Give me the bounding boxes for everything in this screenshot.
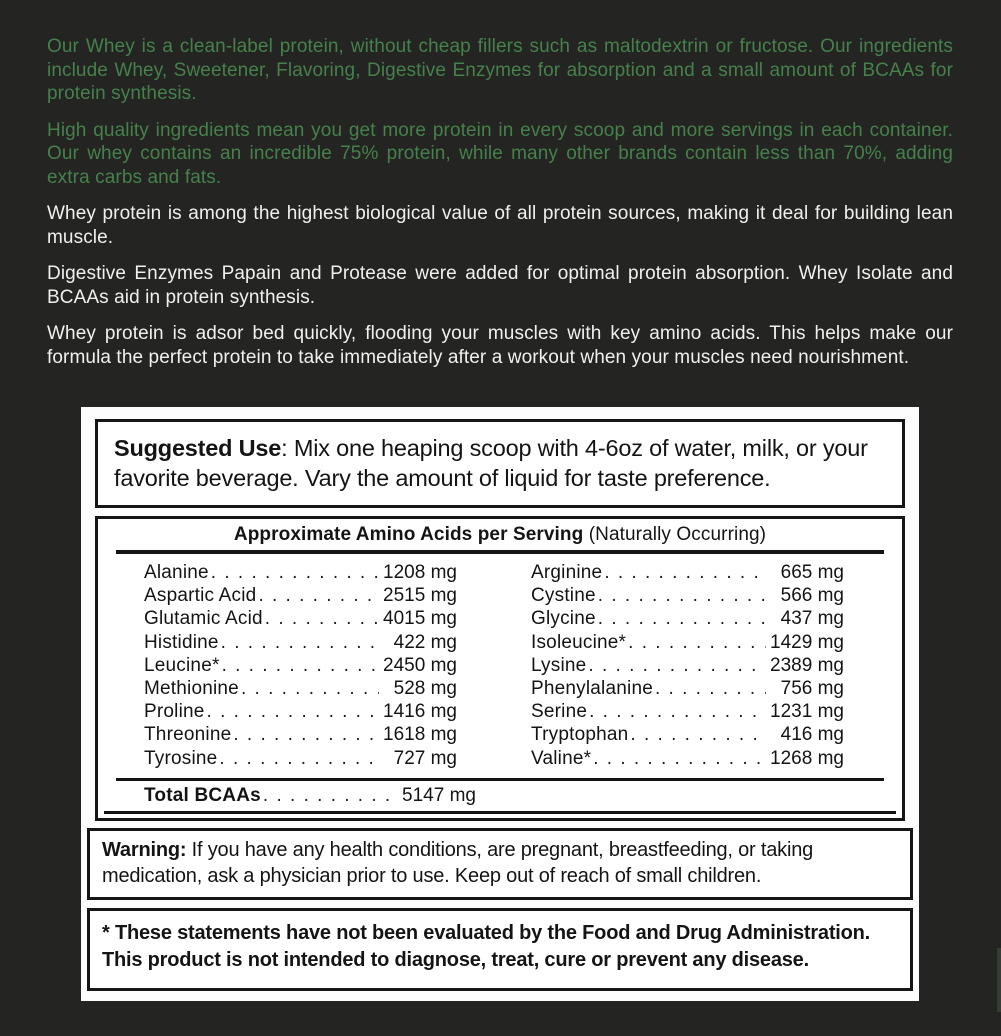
dot-leader — [263, 607, 379, 630]
amino-name: Arginine — [531, 562, 603, 583]
dot-leader — [217, 747, 379, 770]
amino-row — [531, 700, 844, 723]
amino-name: Cystine — [531, 585, 596, 607]
dot-leader — [239, 677, 379, 700]
intro-paragraph-enzymes: Digestive Enzymes Papain and Protease were added for optimal protein absorption. Whey Isolate and BCAAs aid in protein synthesis. — [47, 263, 953, 308]
amino-row — [531, 677, 844, 700]
dot-leader — [591, 747, 766, 770]
amino-row — [531, 654, 844, 677]
amino-value: 528 mg — [393, 678, 457, 700]
amino-row — [144, 607, 457, 630]
dot-leader — [626, 631, 766, 654]
amino-row — [144, 561, 457, 584]
intro-paragraph-quality: High quality ingredients mean you get more protein in every scoop and more servings in each container. Our whey contains an incredible 75% protein, while many other brands contain less than 70%, adding extra carbs and fats. — [47, 119, 953, 188]
warning-heading: Warning: — [102, 839, 187, 862]
dot-leader — [231, 723, 379, 746]
dot-leader — [602, 561, 766, 584]
dot-leader — [209, 561, 379, 584]
amino-total-rule-top — [116, 778, 884, 781]
warning-text: If you have any health conditions, are pregnant, breastfeeding, or taking medication, ask a physician prior to use. Keep out of reach of small children. — [102, 839, 814, 888]
amino-row — [531, 723, 844, 746]
amino-row — [531, 631, 844, 654]
dot-leader — [628, 723, 766, 746]
amino-row — [144, 654, 457, 677]
amino-total-value: 5147 mg — [402, 784, 476, 806]
amino-value: 2389 mg — [770, 654, 844, 676]
amino-value: 1208 mg — [383, 562, 457, 583]
amino-total-label: Total BCAAs — [144, 784, 261, 806]
dot-leader — [586, 654, 766, 677]
amino-name: Glycine — [531, 608, 596, 630]
supplement-label-panel — [81, 407, 919, 1001]
amino-acids-box — [95, 516, 905, 821]
amino-value: 1429 mg — [770, 631, 844, 653]
amino-value: 2450 mg — [383, 654, 457, 676]
dot-leader — [653, 677, 766, 700]
intro-paragraph-clean-label: Our Whey is a clean-label protein, without cheap fillers such as maltodextrin or fructose. Our ingredients include Whey, Sweetener, Flavoring, Digestive Enzymes for absorption and a small amount of BCAAs for protein synthesis. — [47, 36, 953, 104]
suggested-use-heading: Suggested Use — [114, 435, 282, 461]
amino-total-rule-bottom — [104, 811, 896, 814]
amino-value: 2515 mg — [383, 585, 457, 607]
dot-leader — [256, 584, 379, 607]
suggested-use-box — [95, 419, 905, 508]
dot-leader — [596, 607, 766, 630]
amino-value: 416 mg — [780, 724, 844, 746]
amino-value: 566 mg — [780, 585, 844, 607]
right-edge-artifact — [997, 948, 1001, 1012]
amino-name: Histidine — [144, 631, 219, 653]
amino-acids-title — [98, 519, 902, 548]
amino-name: Valine* — [531, 747, 592, 769]
amino-name: Alanine — [144, 562, 209, 583]
amino-name: Leucine* — [144, 654, 220, 676]
amino-row — [144, 723, 457, 746]
amino-row — [144, 677, 457, 700]
amino-value: 422 mg — [393, 631, 457, 653]
amino-name: Glutamic Acid — [144, 608, 263, 630]
suggested-use-text: : Mix one heaping scoop with 4-6oz of water, milk, or your favorite beverage. Vary the amount of liquid for taste preference. — [114, 435, 868, 491]
amino-name: Threonine — [144, 724, 232, 746]
warning-box — [87, 828, 913, 900]
amino-name: Tryptophan — [531, 724, 629, 746]
amino-name: Proline — [144, 701, 205, 723]
dot-leader — [219, 631, 379, 654]
amino-name: Isoleucine* — [531, 631, 627, 653]
amino-left-column — [144, 561, 457, 770]
dot-leader — [596, 584, 766, 607]
intro-paragraph-absorption: Whey protein is adsor bed quickly, flooding your muscles with key amino acids. This helps make our formula the perfect protein to take immediately after a workout when your muscles need nourishment. — [47, 323, 953, 368]
amino-columns — [98, 558, 902, 774]
amino-row — [144, 584, 457, 607]
amino-value: 1231 mg — [770, 701, 844, 723]
dot-leader — [205, 700, 379, 723]
amino-name: Tyrosine — [144, 747, 218, 769]
dot-leader — [220, 654, 379, 677]
amino-name: Lysine — [531, 654, 587, 676]
amino-row — [144, 700, 457, 723]
amino-row — [531, 584, 844, 607]
amino-value: 727 mg — [393, 747, 457, 769]
amino-value: 756 mg — [780, 678, 844, 700]
amino-row — [531, 561, 844, 584]
amino-name: Serine — [531, 701, 588, 723]
amino-total-row — [144, 784, 476, 807]
intro-paragraph-biological-value: Whey protein is among the highest biological value of all protein sources, making it deal for building lean muscle. — [47, 203, 953, 248]
dot-leader — [587, 700, 766, 723]
dot-leader — [261, 784, 398, 807]
amino-acids-title-bold: Approximate Amino Acids per Serving — [233, 524, 584, 545]
amino-right-column — [531, 561, 844, 770]
amino-name: Methionine — [144, 678, 239, 700]
amino-row — [144, 747, 457, 770]
amino-header-rule — [116, 550, 884, 554]
amino-value: 4015 mg — [383, 608, 457, 630]
amino-acids-title-suffix: (Naturally Occurring) — [583, 524, 767, 545]
amino-value: 437 mg — [780, 608, 844, 630]
amino-value: 665 mg — [780, 562, 844, 583]
amino-row — [144, 631, 457, 654]
amino-name: Aspartic Acid — [144, 585, 257, 607]
fda-disclaimer-box: * These statements have not been evaluated by the Food and Drug Administration. This product is not intended to diagnose, treat, cure or prevent any disease. — [87, 908, 913, 991]
amino-value: 1268 mg — [770, 747, 844, 769]
amino-name: Phenylalanine — [531, 678, 653, 700]
amino-value: 1618 mg — [383, 724, 457, 746]
amino-row — [531, 747, 844, 770]
amino-row — [531, 607, 844, 630]
amino-value: 1416 mg — [383, 701, 457, 723]
